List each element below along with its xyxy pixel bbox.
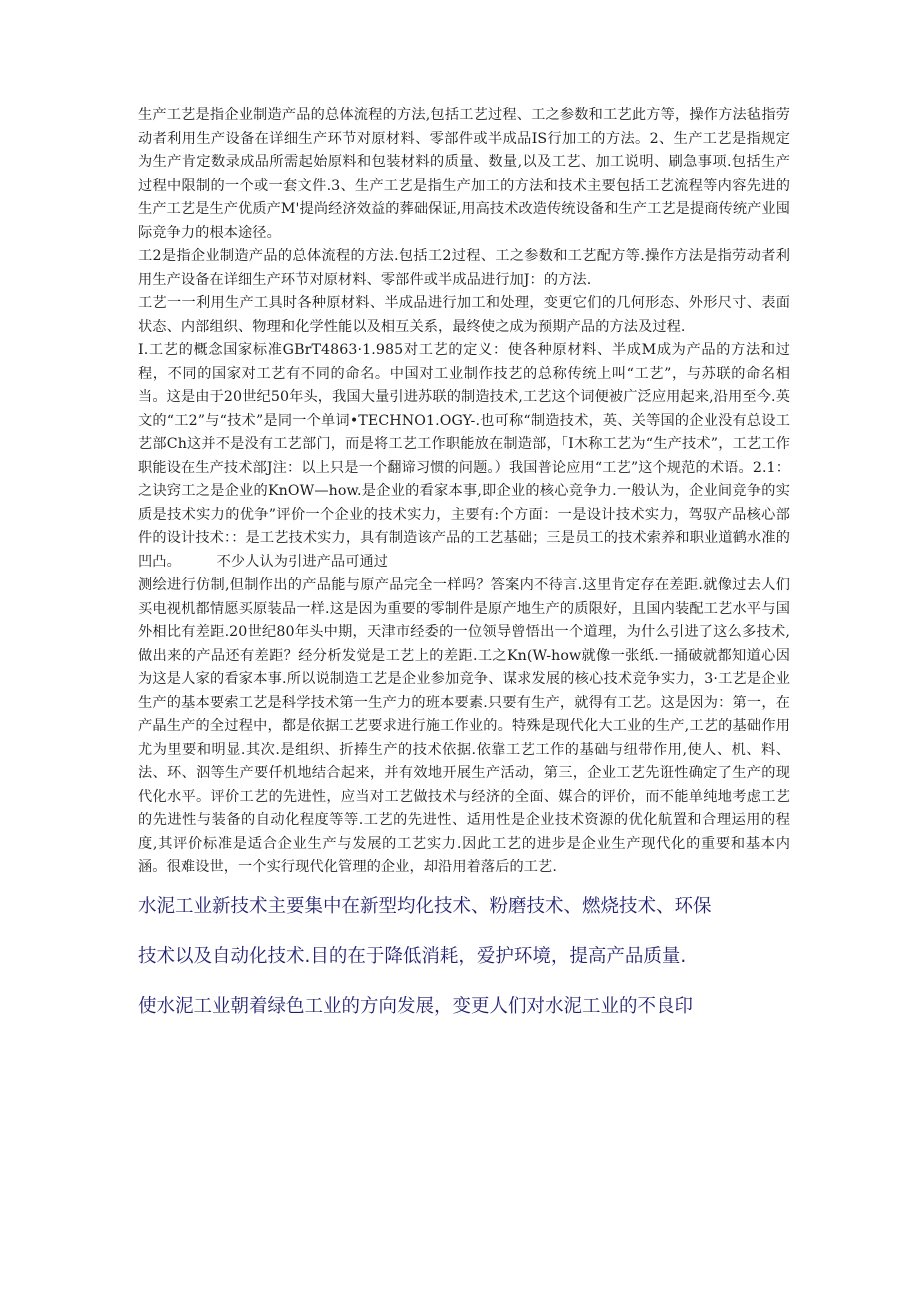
- document-page: [138, 104, 790, 1020]
- paragraph-process-definition: 生产工艺是指企业制造产品的总体流程的方法,包括工艺过程、工之参数和工艺此方等，操作方法毡指劳动者利用生产设备在详细生产环节对原材料、零部件或半成品IS行加工的方法。2、生产工艺是指规定为生产肯定数录成品所需起始原料和包装材料的质量、数量,以及工艺、加工说明、刷急事项.包括生产过程中限制的一个或一套文件.3、生产工艺是指生产加工的方法和技术主要包括工艺流程等内容先进的生产工艺是生产优质产M'提尚经济效益的葬础保证,用高技术改造传统设备和生产工艺是提商传统产业囤际竞争力的根本途径。: [138, 107, 790, 241]
- heading-line-2: 技术以及自动化技术.目的在于降低消耗，爱护环境，提高产品质量.: [138, 945, 687, 967]
- paragraph-process-concept: I.工艺的概念国家标准GBrT4863·1.985对工艺的定义：使各种原材料、半成M成为产品的方法和过程，不同的国家对工艺有不同的命名。中国对工业制作技艺的总称传统上叫“工艺”，与苏联的命名相当。这是由于20世纪50年头，我国大量引进苏联的制造技术,工艺这个词便被广泛应用起来,沿用至今.英文的“工2”与“技术”是同一个单词•TECHNO1.OGY-.也可称“制造技术，英、关等国的企业没有总设工艺部Ch这并不是没有工艺部门，而是将工艺工作职能放在制造部，「I木称工艺为“生产技术”，工艺工作职能设在生产技术部J注：以上只是一个翻谛习惯的问题。）我国普论应用“工艺”这个规范的术语。2.1：之诀窍工之是企业的KnOW—how.是企业的看家本事,即企业的核心竞争力.一般认为，企业间竞争的实质是技术实力的优争”评价一个企业的技术实力，主要有:个方面：一是设计技术实力，驾驭产品核心部件的设计技术：：是工艺技术实力，具有制造该产品的工艺基础；三是员工的技术索养和职业道鹤水准的凹凸。 不少人认为引进产品可通过: [138, 342, 790, 570]
- paragraph-process-short-definition: 工2是指企业制造产品的总体流程的方法.包括工2过程、工之参数和工艺配方等.操作方法是指劳动者利用生产设备在详细生产环节对原材料、零部件或半成品进行加J：的方法.: [138, 248, 790, 288]
- paragraph-process-competitiveness: 测绘进行仿制,但制作出的产品能与原产品完全一样吗？答案内不待言.这里肯定存在差距.就像过去人们买电视机都情愿买原装品一样.这是因为重要的零制件是原产地生产的质限好，且国内装配工艺水平与国外相比有差距.20世纪80年头中期，天津市经委的一位领导曾悟出一个道理，为什么引进了这么多技术,做出来的产品还有差距？经分析发觉是工艺上的差距.工之Kn(W-how就像一张纸.一捅破就都知道心因为这是人家的看家本事.所以说制造工艺是企业参加竞争、谋求发展的核心技术竞争实力，3·工艺是企业生产的基本要索工艺是科学技术第一生产力的班本要素.只要有生产，就得有工艺。这是因为：第一，在产晶生产的全过程中，都是依据工艺要求进行施工作业的。特殊是现代化大工业的生产,工艺的基础作用尤为里要和明显.其次.是组织、折捧生产的技术依据.依靠工艺工作的基础与纽带作用,使人、机、料、法、环、泅等生产要仟机地结合起来，并有效地开展生产活动，第三，企业工艺先诳性确定了生产的现代化水平。评价工艺的先进性，应当对工艺做技术与经济的全面、媒合的评价，而不能单纯地考虑工艺的先进性与装备的自动化程度等等.工艺的先进性、适用性是企业技术资源的优化航置和合理运用的程度,其评价标准是适合企业生产与发展的工艺实力.因此工艺的进步是企业生产现代化的重要和基本内涵。很难设世，一个实行现代化管理的企业，却沿用着落后的工艺.: [138, 577, 790, 875]
- heading-line-1: 水泥工业新技术主要集中在新型均化技术、粉磨技术、燃烧技术、环保: [138, 895, 712, 917]
- paragraph-process-transformation: 工艺一一利用生产工具时各种原材料、半成品进行加工和处理，变更它们的几何形态、外形尺寸、表面状态、内部组织、物理和化学性能以及相互关系，最终使之成为预期产品的方法及过程.: [138, 295, 790, 335]
- heading-line-3: 使水泥工业朝着绿色工业的方向发展，变更人们对水泥工业的不良印: [138, 995, 694, 1017]
- cement-technology-heading: [138, 894, 790, 1020]
